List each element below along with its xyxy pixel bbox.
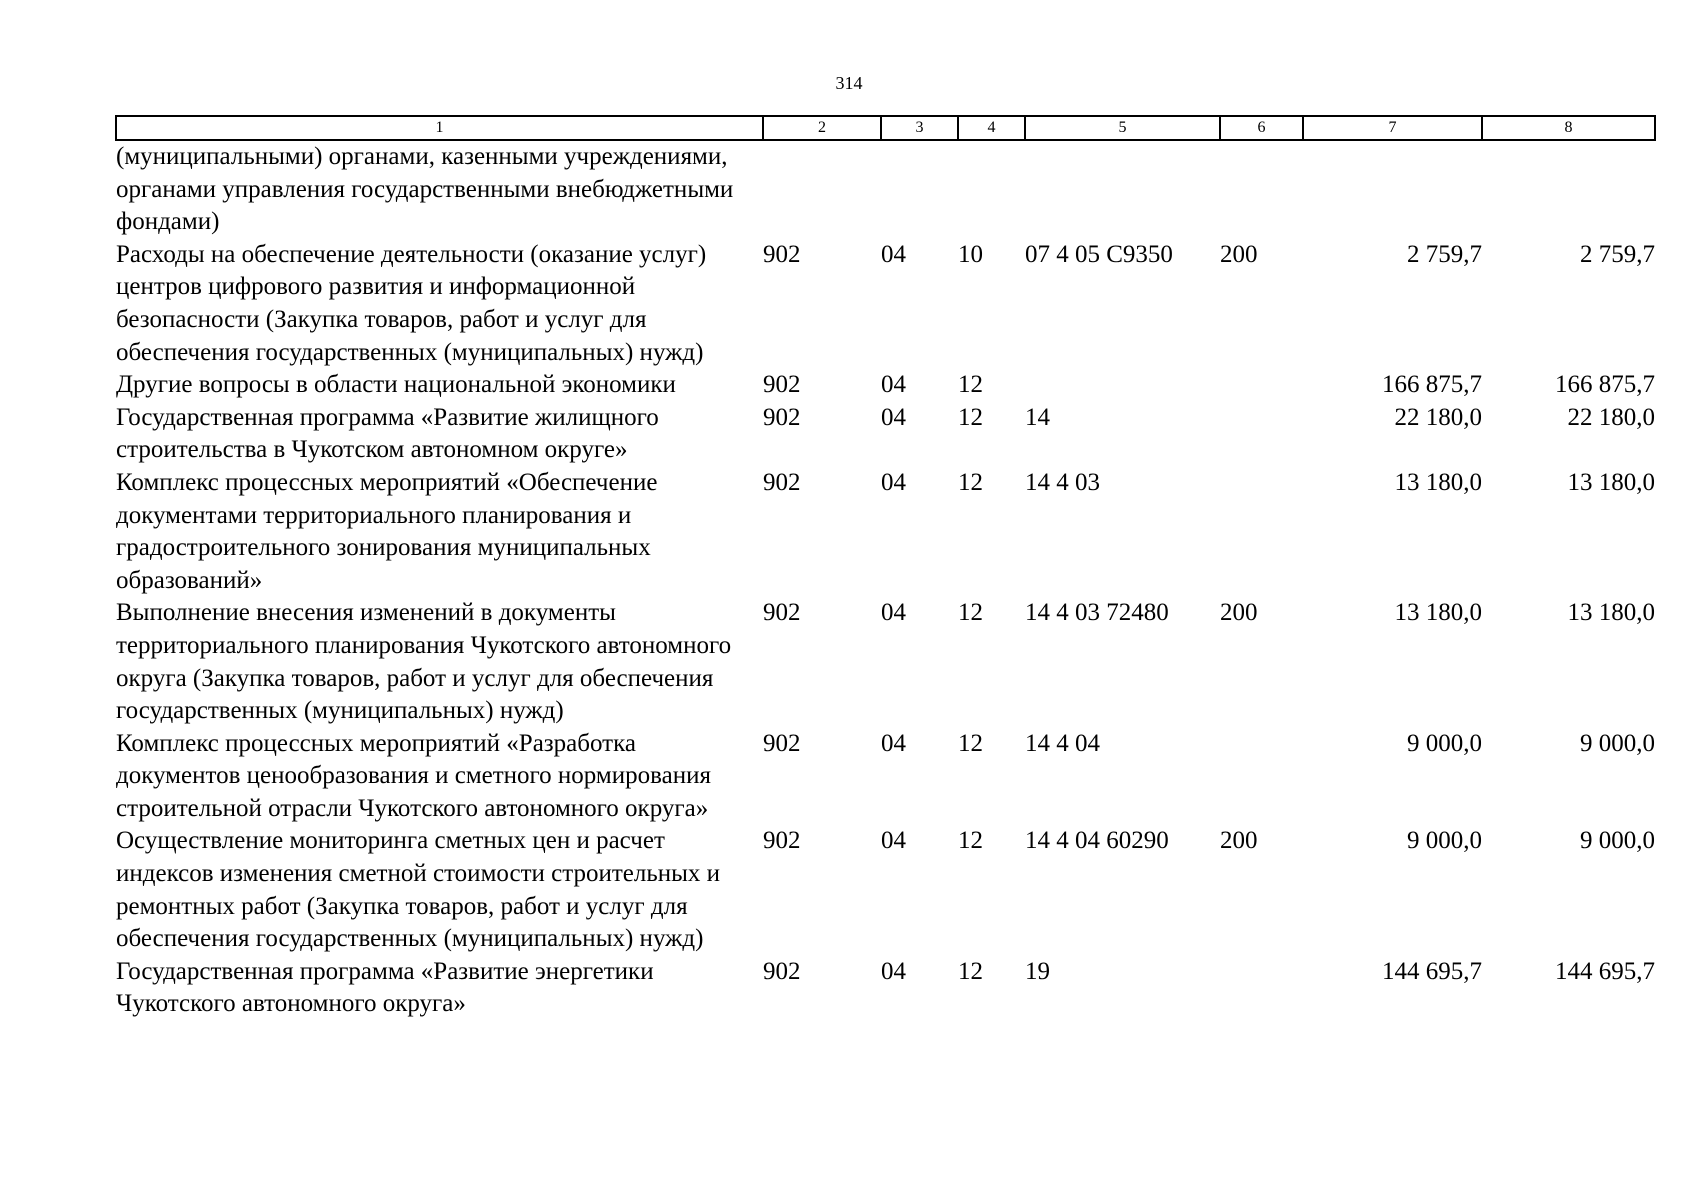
cell-amount-1: 9 000,0 <box>1407 729 1482 757</box>
cell-target-article: 07 4 05 С9350 <box>1025 240 1173 268</box>
table-row <box>116 728 1655 826</box>
row-description: Государственная программа «Развитие энергетики Чукотского автономного округа» <box>116 957 654 1018</box>
cell-expense-type: 200 <box>1220 240 1258 268</box>
cell-subsection: 12 <box>958 403 983 431</box>
cell-expense-type <box>1220 402 1303 467</box>
table-row <box>116 956 1655 1021</box>
cell-amount-2 <box>1482 140 1655 239</box>
cell-expense-type <box>1220 956 1303 1021</box>
cell-subsection: 12 <box>958 827 983 855</box>
cell-amount-1: 2 759,7 <box>1407 240 1482 268</box>
table-row <box>116 140 1655 239</box>
cell-ministry-code <box>763 140 881 239</box>
cell-subsection: 12 <box>958 729 983 757</box>
cell-ministry-code: 902 <box>763 827 801 855</box>
table-row <box>116 597 1655 727</box>
cell-target-article: 14 4 03 72480 <box>1025 599 1169 627</box>
table-row <box>116 239 1655 369</box>
cell-amount-1 <box>1303 140 1482 239</box>
cell-amount-2: 9 000,0 <box>1580 827 1655 855</box>
cell-subsection: 12 <box>958 371 983 399</box>
cell-amount-1: 9 000,0 <box>1407 827 1482 855</box>
cell-expense-type <box>1220 467 1303 597</box>
column-header: 3 <box>881 116 958 140</box>
cell-amount-1: 13 180,0 <box>1394 468 1482 496</box>
cell-amount-2: 22 180,0 <box>1567 403 1655 431</box>
column-header: 1 <box>116 116 763 140</box>
column-header: 7 <box>1303 116 1482 140</box>
cell-amount-2: 2 759,7 <box>1580 240 1655 268</box>
cell-section: 04 <box>881 371 906 399</box>
cell-section: 04 <box>881 240 906 268</box>
cell-expense-type: 200 <box>1220 827 1258 855</box>
cell-section: 04 <box>881 729 906 757</box>
cell-amount-2: 13 180,0 <box>1567 599 1655 627</box>
cell-target-article: 14 4 03 <box>1025 468 1100 496</box>
cell-amount-1: 144 695,7 <box>1382 957 1482 985</box>
cell-ministry-code: 902 <box>763 371 801 399</box>
row-description: Государственная программа «Развитие жилищного строительства в Чукотском автономном округе» <box>116 403 659 464</box>
row-description: Комплекс процессных мероприятий «Обеспечение документами территориального планирования и градостроительного зонирования муниципальных образований» <box>116 468 658 594</box>
row-description: (муниципальными) органами, казенными учреждениями, органами управления государственными внебюджетными фондами) <box>116 143 734 236</box>
table-row <box>116 825 1655 955</box>
row-description: Выполнение внесения изменений в документы территориального планирования Чукотского автономного округа (Закупка товаров, работ и услуг для обеспечения государственных (муниципальных) нужд) <box>116 599 732 725</box>
cell-expense-type <box>1220 369 1303 402</box>
cell-target-article: 19 <box>1025 957 1050 985</box>
column-number-row <box>116 116 1655 140</box>
cell-ministry-code: 902 <box>763 403 801 431</box>
cell-subsection <box>958 140 1025 239</box>
cell-subsection: 12 <box>958 599 983 627</box>
row-description: Другие вопросы в области национальной экономики <box>116 371 676 399</box>
cell-expense-type: 200 <box>1220 599 1258 627</box>
cell-ministry-code: 902 <box>763 599 801 627</box>
cell-section: 04 <box>881 827 906 855</box>
cell-amount-2: 13 180,0 <box>1567 468 1655 496</box>
row-description: Осуществление мониторинга сметных цен и расчет индексов изменения сметной стоимости строительных и ремонтных работ (Закупка товаров, работ и услуг для обеспечения государственных (муниципальных) нужд) <box>116 827 721 953</box>
cell-amount-1: 22 180,0 <box>1394 403 1482 431</box>
cell-target-article: 14 4 04 60290 <box>1025 827 1169 855</box>
cell-expense-type <box>1220 140 1303 239</box>
cell-section <box>881 140 958 239</box>
cell-section: 04 <box>881 957 906 985</box>
cell-section: 04 <box>881 468 906 496</box>
cell-target-article <box>1025 369 1220 402</box>
table-row <box>116 467 1655 597</box>
budget-table <box>115 115 1656 1021</box>
cell-expense-type <box>1220 728 1303 826</box>
cell-section: 04 <box>881 403 906 431</box>
column-header: 6 <box>1220 116 1303 140</box>
cell-target-article: 14 4 04 <box>1025 729 1100 757</box>
column-header: 4 <box>958 116 1025 140</box>
cell-amount-2: 9 000,0 <box>1580 729 1655 757</box>
cell-subsection: 12 <box>958 957 983 985</box>
row-description: Комплекс процессных мероприятий «Разработка документов ценообразования и сметного нормирования строительной отрасли Чукотского автономного округа» <box>116 729 711 822</box>
cell-amount-1: 166 875,7 <box>1382 371 1482 399</box>
table-row <box>116 369 1655 402</box>
cell-section: 04 <box>881 599 906 627</box>
cell-ministry-code: 902 <box>763 729 801 757</box>
column-header: 2 <box>763 116 881 140</box>
cell-ministry-code: 902 <box>763 957 801 985</box>
cell-ministry-code: 902 <box>763 468 801 496</box>
cell-amount-2: 166 875,7 <box>1555 371 1655 399</box>
page-number: 314 <box>835 73 863 93</box>
cell-amount-2: 144 695,7 <box>1555 957 1655 985</box>
cell-amount-1: 13 180,0 <box>1394 599 1482 627</box>
column-header: 5 <box>1025 116 1220 140</box>
cell-subsection: 10 <box>958 240 983 268</box>
cell-target-article: 14 <box>1025 403 1050 431</box>
cell-ministry-code: 902 <box>763 240 801 268</box>
row-description: Расходы на обеспечение деятельности (оказание услуг) центров цифрового развития и информационной безопасности (Закупка товаров, работ и услуг для обеспечения государственных (муниципальных) нужд) <box>116 240 707 366</box>
cell-subsection: 12 <box>958 468 983 496</box>
column-header: 8 <box>1482 116 1655 140</box>
table-row <box>116 402 1655 467</box>
cell-target-article <box>1025 140 1220 239</box>
